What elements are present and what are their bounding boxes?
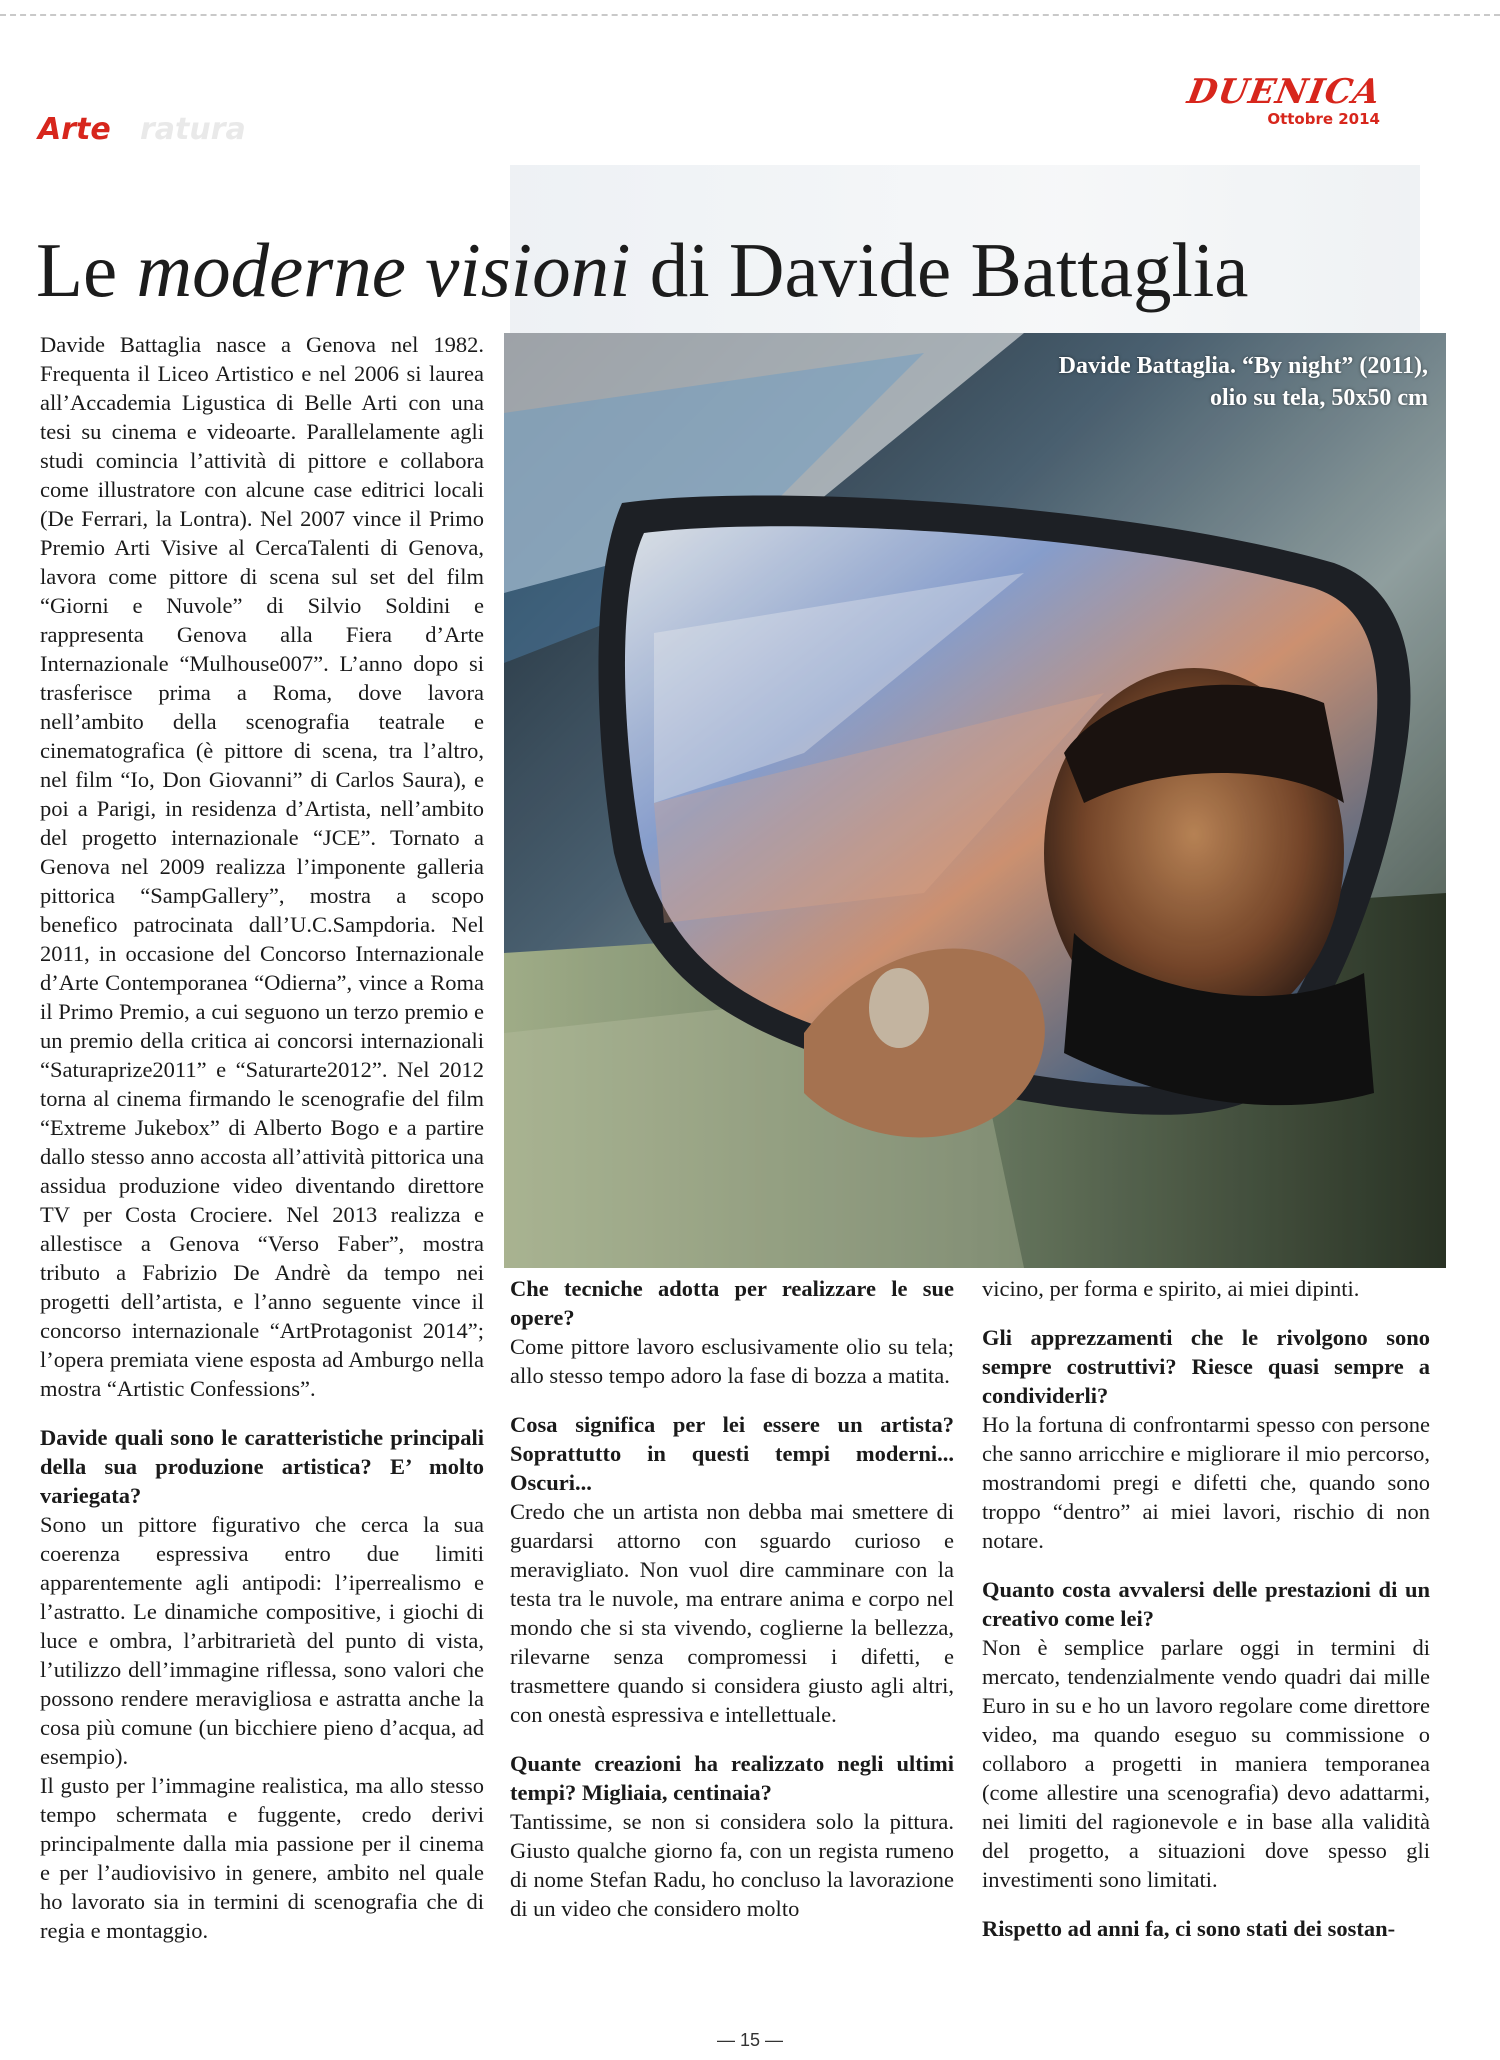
question-3: Cosa significa per lei essere un artista? Soprattutto in questi tempi moderni... Oscuri... [510,1412,954,1495]
section-label: Arte [38,112,111,147]
title-emphasis: moderne visioni [136,227,631,313]
answer-4-continued: vicino, per forma e spirito, ai miei dipinti. [982,1276,1360,1301]
question-6: Quanto costa avvalersi delle prestazioni di un creativo come lei? [982,1577,1430,1631]
answer-1b: Il gusto per l’immagine realistica, ma allo stesso tempo schermata e fuggente, credo derivi principalmente dalla mia passione per il cinema e per l’audiovisivo in genere, ambito nel quale ho lavorato sia in termini di scenografia che di regia e montaggio. [40,1773,484,1943]
question-5: Gli apprezzamenti che le rivolgono sono sempre costruttivi? Riesce quasi sempre a condividerli? [982,1325,1430,1408]
answer-5: Ho la fortuna di confrontarmi spesso con persone che sanno arricchire e migliorare il mio percorso, mostrandomi pregi e difetti che, quando sono troppo “dentro” ai miei lavori, rischio di non notare. [982,1412,1430,1553]
column-2 [510,1274,954,1923]
cut-line [0,14,1500,16]
answer-6: Non è semplice parlare oggi in termini di mercato, tendenzialmente vendo quadri dai mille Euro in su e ho un lavoro regolare come direttore video, ma quando eseguo su commissione o collaboro a progetti in maniera temporanea (come allestire una scenografia) devo adattarmi, nei limiti del ragionevole e in base alla validità del progetto, a situazioni dove spesso gli investimenti sono limitati. [982,1635,1430,1892]
image-caption: Davide Battaglia. “By night” (2011), olio su tela, 50x50 cm [1058,353,1428,411]
painting-illustration [504,333,1446,1268]
question-7: Rispetto ad anni fa, ci sono stati dei sostan- [982,1916,1396,1941]
title-pre: Le [36,227,137,313]
question-4: Quante creazioni ha realizzato negli ultimi tempi? Migliaia, centinaia? [510,1751,954,1805]
answer-1a: Sono un pittore figurativo che cerca la sua coerenza espressiva entro due limiti apparentemente agli antipodi: l’iperrealismo e l’astratto. Le dinamiche compositive, i giochi di luce e ombra, l’arbitrarietà del punto di vista, l’utilizzo dell’immagine riflessa, sono valori che possono rendere meravigliosa e astratta anche la cosa più comune (un bicchiere pieno d’acqua, ad esempio). [40,1512,484,1769]
page-number: — 15 — [716,2030,784,2050]
title-post: di Davide Battaglia [630,227,1249,313]
question-1: Davide quali sono le caratteristiche principali della sua produzione artistica? E’ molto variegata? [40,1425,484,1508]
answer-3: Credo che un artista non debba mai smettere di guardarsi attorno con sguardo curioso e meravigliato. Non vuol dire camminare con la testa tra le nuvole, ma entrare anima e corpo nel mondo che si sta vivendo, coglierne la bellezza, rilevarne senza compromessi i difetti, e trasmettere quando si considera giusto agli altri, con onestà espressiva e intellettuale. [510,1499,954,1727]
masthead [1183,72,1384,128]
bleed-through-text: ratura [140,112,246,147]
bio-paragraph: Davide Battaglia nasce a Genova nel 1982. Frequenta il Liceo Artistico e nel 2006 si laurea all’Accademia Ligustica di Belle Arti con una tesi su cinema e videoarte. Parallelamente agli studi comincia l’attività di pittore e collabora come illustratore con alcune case editrici locali (De Ferrari, la Lontra). Nel 2007 vince il Primo Premio Arti Visive al CercaTalenti di Genova, lavora come pittore di scena sul set del film “Giorni e Nuvole” di Silvio Soldini e rappresenta Genova alla Fiera d’Arte Internazionale “Mulhouse007”. L’anno dopo si trasferisce prima a Roma, dove lavora nell’ambito della scenografia teatrale e cinematografica (è pittore di scena, tra l’altro, nel film “Io, Don Giovanni” di Carlos Saura), e poi a Parigi, in residenza d’Artista, nell’ambito del progetto internazionale “JCE”. Tornato a Genova nel 2009 realizza l’imponente galleria pittorica “SampGallery”, mostra a scopo benefico patrocinata dall’U.C.Sampdoria. Nel 2011, in occasione del Concorso Internazionale d’Arte Contemporanea “Odierna”, vince a Roma il Primo Premio, a cui seguono un terzo premio e un premio della critica ai concorsi internazionali “Saturaprize2011” e “Saturarte2012”. Nel 2012 torna al cinema firmando le scenografie del film “Extreme Jukebox” di Alberto Bogo e a partire dallo stesso anno accosta all’attività pittorica una assidua produzione video diventando direttore TV per Costa Crociere. Nel 2013 realizza e allestisce a Genova “Verso Faber”, mostra tributo a Fabrizio De Andrè da tempo nei progetti dell’artista, e l’anno seguente vince il concorso internazionale “ArtProtagonist 2014”; l’opera premiata viene esposta ad Amburgo nella mostra “Artistic Confessions”. [40,332,484,1401]
column-1 [40,330,484,1945]
issue-date: Ottobre 2014 [1267,110,1380,128]
answer-2: Come pittore lavoro esclusivamente olio su tela; allo stesso tempo adoro la fase di bozza a matita. [510,1334,954,1388]
answer-4: Tantissime, se non si considera solo la pittura. Giusto qualche giorno fa, con un regista rumeno di nome Stefan Radu, ho concluso la lavorazione di un video che considero molto [510,1809,954,1921]
column-3 [982,1274,1430,1943]
question-2: Che tecniche adotta per realizzare le sue opere? [510,1276,954,1330]
magazine-logo: DUENICA [1183,72,1384,112]
painting-image [504,333,1446,1268]
article-title [36,227,1476,313]
